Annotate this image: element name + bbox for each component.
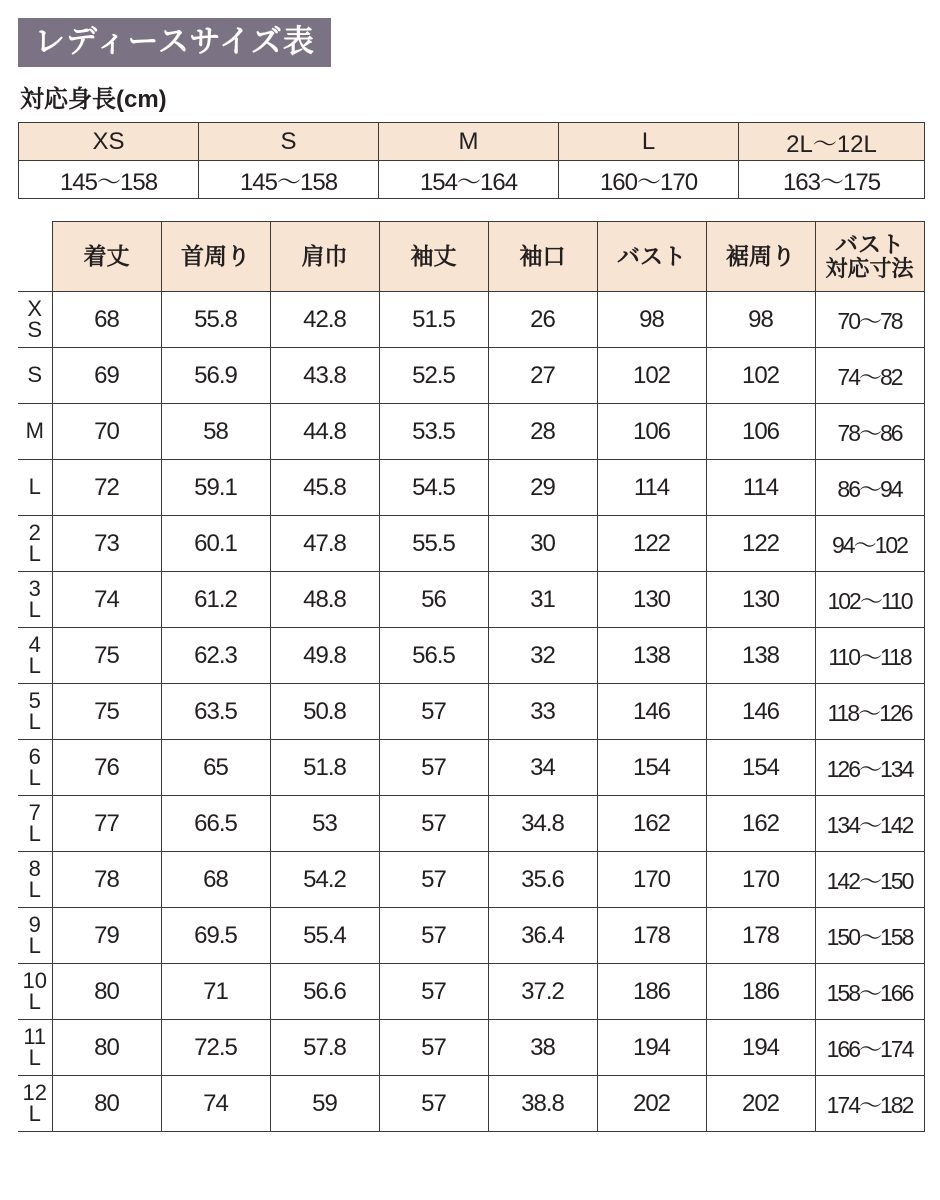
height-table — [18, 122, 925, 199]
bust-range-cell: 158〜166 — [815, 964, 924, 1020]
table-row — [18, 516, 924, 572]
measurement-cell: 53 — [270, 796, 379, 852]
measurement-cell: 42.8 — [270, 292, 379, 348]
measurement-cell: 98 — [597, 292, 706, 348]
height-size-header: M — [379, 123, 559, 161]
height-section-label: 対応身長(cm) — [20, 86, 167, 113]
measurement-cell: 130 — [706, 572, 815, 628]
measurement-cell: 55.4 — [270, 908, 379, 964]
table-row — [18, 1076, 924, 1132]
measurement-cell: 56.9 — [161, 348, 270, 404]
measurement-cell: 73 — [52, 516, 161, 572]
height-size-header: L — [559, 123, 739, 161]
measurement-cell: 122 — [597, 516, 706, 572]
measurement-table — [18, 221, 925, 1132]
size-row-label: 7 L — [18, 796, 52, 852]
measurement-column-header: 肩巾 — [270, 222, 379, 292]
measurement-cell: 102 — [706, 348, 815, 404]
measurement-cell: 57 — [379, 852, 488, 908]
table-row — [18, 684, 924, 740]
bust-range-cell: 126〜134 — [815, 740, 924, 796]
table-row — [18, 348, 924, 404]
measurement-cell: 61.2 — [161, 572, 270, 628]
measurement-cell: 69.5 — [161, 908, 270, 964]
measurement-cell: 57 — [379, 796, 488, 852]
measurement-table-corner — [18, 222, 52, 292]
table-row — [18, 628, 924, 684]
bust-range-cell: 74〜82 — [815, 348, 924, 404]
bust-range-cell: 166〜174 — [815, 1020, 924, 1076]
height-range-cell: 145〜158 — [199, 161, 379, 199]
measurement-cell: 146 — [597, 684, 706, 740]
measurement-cell: 38 — [488, 1020, 597, 1076]
measurement-cell: 69 — [52, 348, 161, 404]
measurement-cell: 28 — [488, 404, 597, 460]
measurement-cell: 50.8 — [270, 684, 379, 740]
bust-range-cell: 174〜182 — [815, 1076, 924, 1132]
measurement-cell: 49.8 — [270, 628, 379, 684]
measurement-cell: 57 — [379, 740, 488, 796]
measurement-cell: 194 — [597, 1020, 706, 1076]
measurement-cell: 56 — [379, 572, 488, 628]
height-table-header-row — [19, 123, 925, 161]
measurement-cell: 58 — [161, 404, 270, 460]
measurement-cell: 26 — [488, 292, 597, 348]
measurement-column-header: 袖丈 — [379, 222, 488, 292]
table-row — [18, 292, 924, 348]
measurement-cell: 75 — [52, 684, 161, 740]
table-row — [18, 404, 924, 460]
height-range-cell: 160〜170 — [559, 161, 739, 199]
measurement-cell: 62.3 — [161, 628, 270, 684]
size-row-label: S — [18, 348, 52, 404]
bust-range-cell: 134〜142 — [815, 796, 924, 852]
measurement-cell: 34.8 — [488, 796, 597, 852]
measurement-cell: 138 — [706, 628, 815, 684]
measurement-cell: 80 — [52, 1020, 161, 1076]
measurement-cell: 74 — [161, 1076, 270, 1132]
measurement-column-header: 首周り — [161, 222, 270, 292]
bust-range-cell: 78〜86 — [815, 404, 924, 460]
bust-range-cell: 86〜94 — [815, 460, 924, 516]
page-title: レディースサイズ表 — [18, 18, 331, 67]
bust-range-cell: 118〜126 — [815, 684, 924, 740]
measurement-cell: 186 — [597, 964, 706, 1020]
measurement-cell: 51.8 — [270, 740, 379, 796]
measurement-cell: 35.6 — [488, 852, 597, 908]
measurement-cell: 170 — [597, 852, 706, 908]
size-row-label: M — [18, 404, 52, 460]
height-table-value-row — [19, 161, 925, 199]
measurement-cell: 170 — [706, 852, 815, 908]
measurement-cell: 114 — [706, 460, 815, 516]
measurement-cell: 98 — [706, 292, 815, 348]
measurement-cell: 63.5 — [161, 684, 270, 740]
measurement-cell: 77 — [52, 796, 161, 852]
bust-range-cell: 70〜78 — [815, 292, 924, 348]
measurement-cell: 55.5 — [379, 516, 488, 572]
measurement-cell: 70 — [52, 404, 161, 460]
measurement-cell: 57 — [379, 908, 488, 964]
height-size-header: XS — [19, 123, 199, 161]
measurement-cell: 31 — [488, 572, 597, 628]
table-row — [18, 796, 924, 852]
height-size-header: S — [199, 123, 379, 161]
measurement-cell: 34 — [488, 740, 597, 796]
measurement-cell: 154 — [706, 740, 815, 796]
measurement-cell: 53.5 — [379, 404, 488, 460]
measurement-cell: 202 — [597, 1076, 706, 1132]
measurement-cell: 106 — [706, 404, 815, 460]
height-size-header: 2L〜12L — [739, 123, 925, 161]
measurement-cell: 36.4 — [488, 908, 597, 964]
measurement-cell: 79 — [52, 908, 161, 964]
measurement-cell: 68 — [52, 292, 161, 348]
size-row-label: 8 L — [18, 852, 52, 908]
measurement-cell: 146 — [706, 684, 815, 740]
bust-range-cell: 94〜102 — [815, 516, 924, 572]
size-row-label: 2 L — [18, 516, 52, 572]
measurement-cell: 71 — [161, 964, 270, 1020]
measurement-cell: 162 — [597, 796, 706, 852]
size-row-label: 11 L — [18, 1020, 52, 1076]
height-range-cell: 145〜158 — [19, 161, 199, 199]
table-row — [18, 964, 924, 1020]
measurement-cell: 75 — [52, 628, 161, 684]
measurement-cell: 57 — [379, 1020, 488, 1076]
height-range-cell: 163〜175 — [739, 161, 925, 199]
measurement-cell: 122 — [706, 516, 815, 572]
measurement-cell: 72 — [52, 460, 161, 516]
measurement-cell: 60.1 — [161, 516, 270, 572]
measurement-cell: 56.5 — [379, 628, 488, 684]
table-row — [18, 572, 924, 628]
measurement-cell: 154 — [597, 740, 706, 796]
size-row-label: 10 L — [18, 964, 52, 1020]
size-row-label: 6 L — [18, 740, 52, 796]
measurement-cell: 130 — [597, 572, 706, 628]
size-row-label: 5 L — [18, 684, 52, 740]
measurement-cell: 76 — [52, 740, 161, 796]
table-row — [18, 908, 924, 964]
measurement-cell: 43.8 — [270, 348, 379, 404]
measurement-cell: 178 — [706, 908, 815, 964]
measurement-cell: 57.8 — [270, 1020, 379, 1076]
measurement-cell: 38.8 — [488, 1076, 597, 1132]
size-row-label: 12 L — [18, 1076, 52, 1132]
measurement-cell: 80 — [52, 964, 161, 1020]
measurement-cell: 56.6 — [270, 964, 379, 1020]
measurement-cell: 47.8 — [270, 516, 379, 572]
measurement-cell: 138 — [597, 628, 706, 684]
measurement-cell: 186 — [706, 964, 815, 1020]
measurement-cell: 30 — [488, 516, 597, 572]
measurement-column-header: 裾周り — [706, 222, 815, 292]
measurement-cell: 78 — [52, 852, 161, 908]
table-row — [18, 852, 924, 908]
measurement-cell: 52.5 — [379, 348, 488, 404]
measurement-cell: 55.8 — [161, 292, 270, 348]
measurement-cell: 51.5 — [379, 292, 488, 348]
measurement-cell: 54.5 — [379, 460, 488, 516]
measurement-cell: 32 — [488, 628, 597, 684]
measurement-cell: 54.2 — [270, 852, 379, 908]
height-range-cell: 154〜164 — [379, 161, 559, 199]
measurement-cell: 48.8 — [270, 572, 379, 628]
measurement-cell: 74 — [52, 572, 161, 628]
measurement-cell: 45.8 — [270, 460, 379, 516]
bust-range-cell: 102〜110 — [815, 572, 924, 628]
measurement-cell: 57 — [379, 684, 488, 740]
measurement-cell: 178 — [597, 908, 706, 964]
table-row — [18, 1020, 924, 1076]
measurement-cell: 27 — [488, 348, 597, 404]
measurement-cell: 202 — [706, 1076, 815, 1132]
measurement-cell: 194 — [706, 1020, 815, 1076]
measurement-cell: 102 — [597, 348, 706, 404]
measurement-column-header: 袖口 — [488, 222, 597, 292]
measurement-cell: 29 — [488, 460, 597, 516]
size-row-label: 3 L — [18, 572, 52, 628]
bust-range-cell: 110〜118 — [815, 628, 924, 684]
size-row-label: X S — [18, 292, 52, 348]
measurement-cell: 57 — [379, 964, 488, 1020]
measurement-cell: 66.5 — [161, 796, 270, 852]
measurement-cell: 162 — [706, 796, 815, 852]
measurement-cell: 68 — [161, 852, 270, 908]
measurement-cell: 72.5 — [161, 1020, 270, 1076]
size-row-label: 9 L — [18, 908, 52, 964]
measurement-cell: 57 — [379, 1076, 488, 1132]
measurement-cell: 37.2 — [488, 964, 597, 1020]
table-row — [18, 740, 924, 796]
bust-range-cell: 142〜150 — [815, 852, 924, 908]
table-row — [18, 460, 924, 516]
measurement-column-header: 着丈 — [52, 222, 161, 292]
measurement-cell: 33 — [488, 684, 597, 740]
measurement-cell: 44.8 — [270, 404, 379, 460]
measurement-cell: 59.1 — [161, 460, 270, 516]
size-row-label: L — [18, 460, 52, 516]
measurement-cell: 65 — [161, 740, 270, 796]
measurement-table-header-row — [18, 222, 924, 292]
bust-range-cell: 150〜158 — [815, 908, 924, 964]
measurement-cell: 114 — [597, 460, 706, 516]
measurement-cell: 80 — [52, 1076, 161, 1132]
measurement-cell: 59 — [270, 1076, 379, 1132]
measurement-column-header: バスト — [597, 222, 706, 292]
size-row-label: 4 L — [18, 628, 52, 684]
measurement-column-header: バスト 対応寸法 — [815, 222, 924, 292]
measurement-cell: 106 — [597, 404, 706, 460]
